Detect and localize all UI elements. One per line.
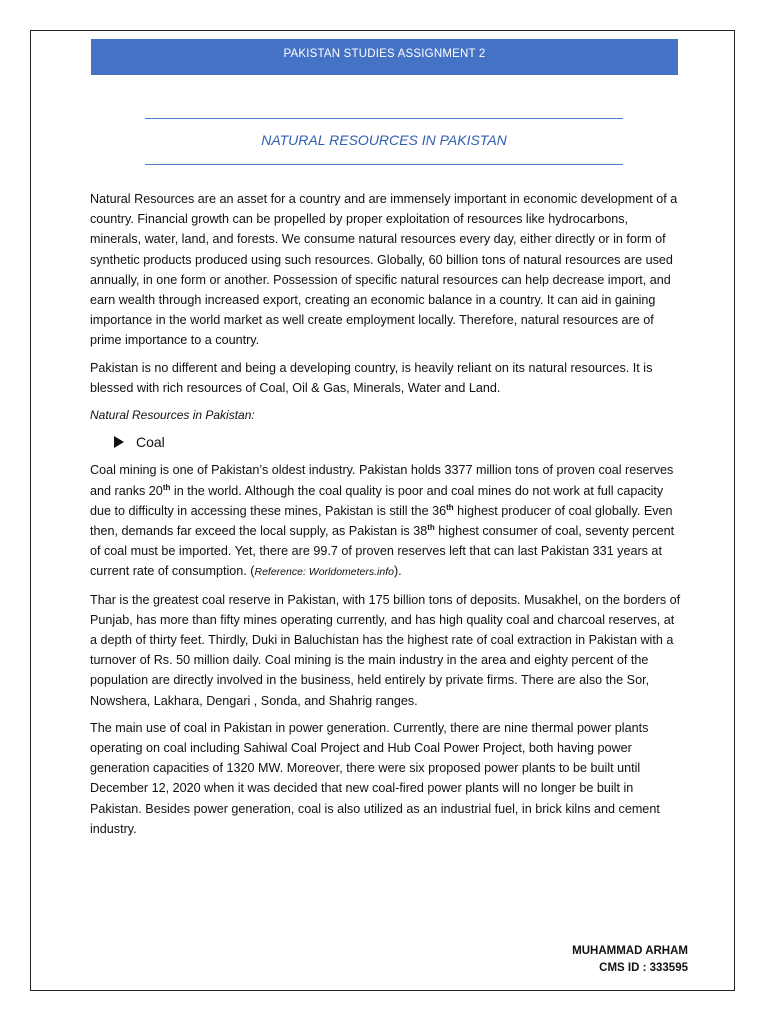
header-title: PAKISTAN STUDIES ASSIGNMENT 2: [283, 48, 486, 60]
coal-paragraph-2: Thar is the greatest coal reserve in Pakistan, with 175 billion tons of deposits. Musakhel, on the borders of Punjab, has more than fifty mines operating currently, and has high quality coal and charcoal reserves, at a depth of thirty feet. Thirdly, Duki in Baluchistan has the highest rate of coal extraction in Pakistan with a turnover of Rs. 50 million daily. Coal mining is the main industry in the area and eighty percent of the population are directly involved in the business, held entirely by private firms. There are also the Sor, Nowshera, Lakhara, Dengari , Sonda, and Shahrig ranges.: [90, 592, 681, 708]
title-bottom-rule: [145, 164, 623, 165]
document-title: NATURAL RESOURCES IN PAKISTAN: [261, 132, 507, 148]
coal-paragraph-1: Coal mining is one of Pakistan’s oldest industry. Pakistan holds 3377 million tons of proven coal reserves and ranks 20th in the world. Although the coal quality is poor and coal mines do not work at full capacity due to difficulty in accessing these mines, Pakistan is still the 36th highest producer of coal globally. Even then, demands far exceed the local supply, as Pakistan is 38th highest consumer of coal, seventy percent of coal must be imported. Yet, there are 99.7 of proven reserves left that can last Pakistan 331 years at current rate of consumption. (Reference: Worldometers.info).: [90, 463, 675, 579]
header-bar: [91, 39, 678, 75]
bullet-label: Coal: [136, 434, 165, 451]
arrow-bullet-icon: [114, 436, 124, 448]
signature-block: [572, 943, 688, 977]
coal-paragraph-3: The main use of coal in Pakistan in power generation. Currently, there are nine thermal power plants operating on coal including Sahiwal Coal Project and Hub Coal Power Project, both having power generation capacities of 1320 MW. Moreover, there were six proposed power plants to be built until December 12, 2020 when it was decided that new coal-fired power plants will no longer be built in Pakistan. Besides power generation, coal is also utilized as an industrial fuel, in brick kilns and cement industry.: [90, 720, 660, 836]
author-name: MUHAMMAD ARHAM: [572, 945, 688, 957]
document-page: [30, 30, 735, 991]
reference-note: Reference: Worldometers.info: [254, 566, 394, 579]
intro-paragraph: Natural Resources are an asset for a country and are immensely important in economic development of a country. Financial growth can be propelled by proper exploitation of resources like hydrocarbons, minerals, water, land, and forests. We consume natural resources every day, either directly or in form of synthetic products produced using such resources. Globally, 60 billion tons of natural resources are used annually, in one form or another. Possession of specific natural resources can help decrease import, and earn wealth through increased export, creating an economic balance in a country. It can aid in gaining importance in the world market as well create employment locally. Therefore, natural resources are of prime importance to a country.: [90, 192, 678, 348]
pakistan-paragraph: Pakistan is no different and being a developing country, is heavily reliant on its natural resources. It is blessed with rich resources of Coal, Oil & Gas, Minerals, Water and Land.: [90, 360, 653, 395]
bullet-coal: [114, 432, 682, 452]
cms-id: CMS ID : 333595: [599, 962, 688, 974]
document-body: [90, 189, 682, 846]
title-top-rule: [145, 118, 623, 119]
section-label: Natural Resources in Pakistan:: [90, 408, 255, 423]
